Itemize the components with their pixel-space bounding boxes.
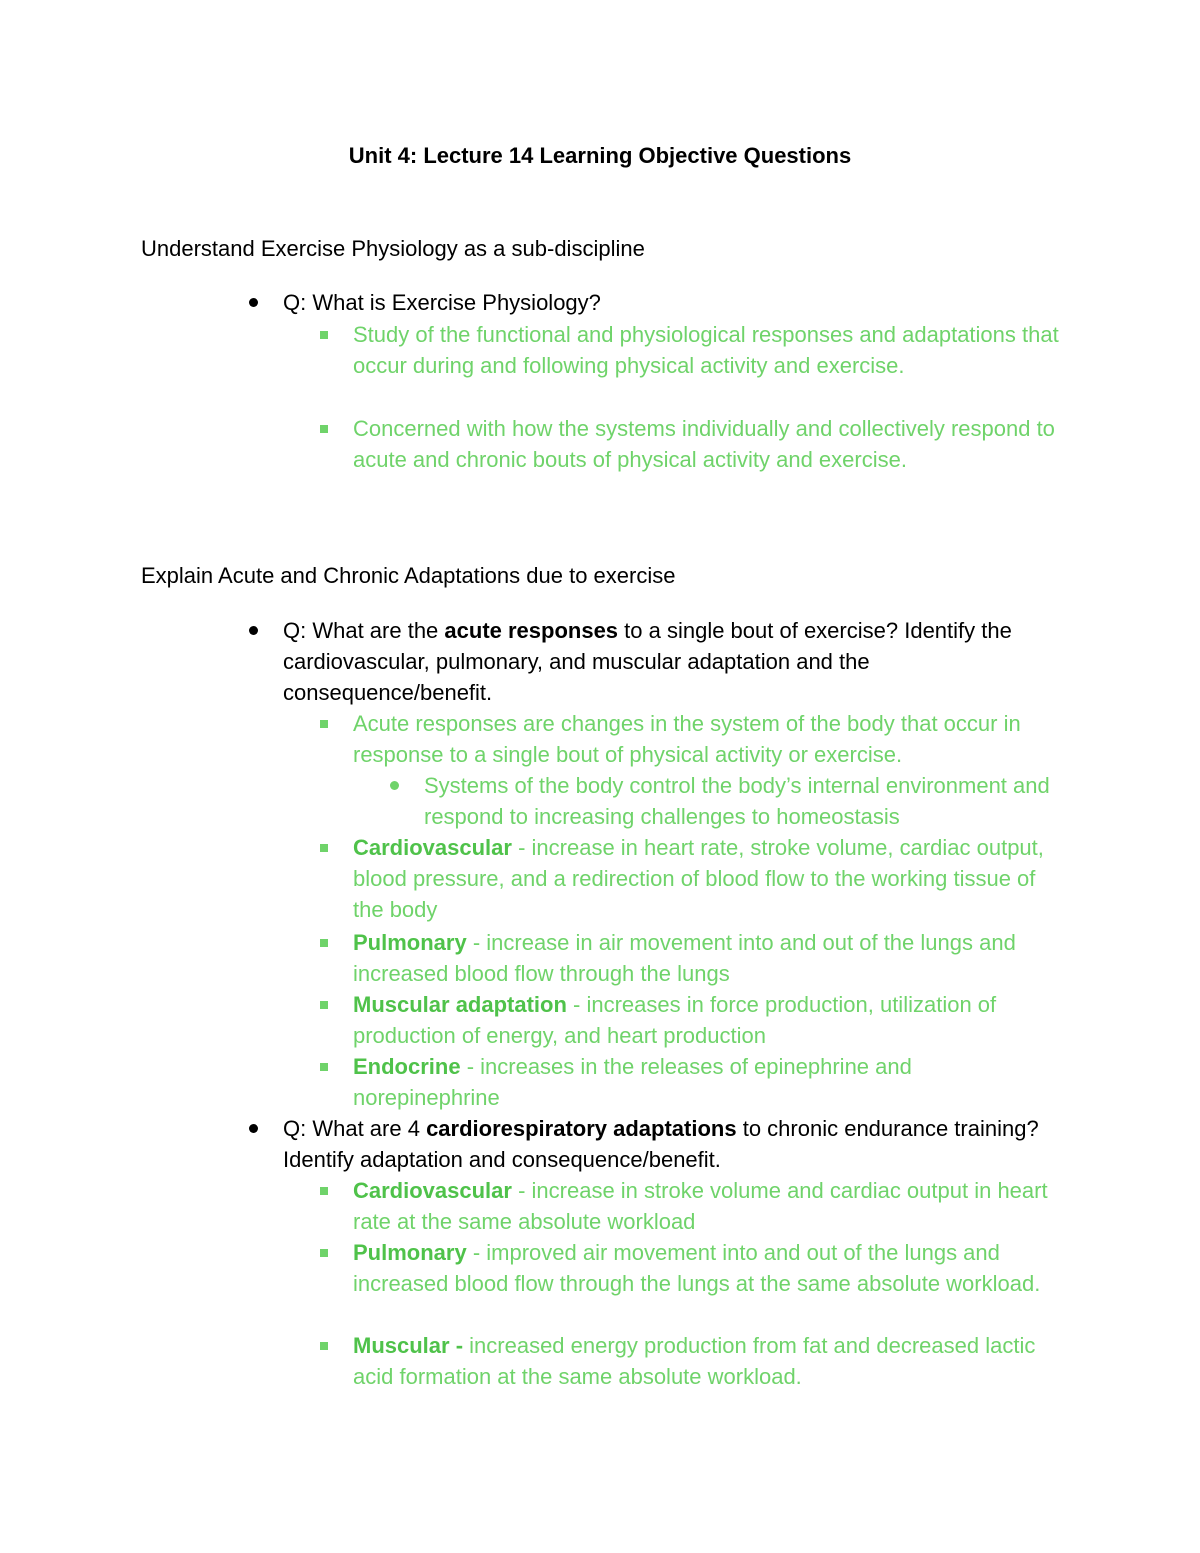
section-heading-1: Understand Exercise Physiology as a sub-discipline — [141, 236, 645, 261]
section-heading-2: Explain Acute and Chronic Adaptations due to exercise — [141, 563, 676, 588]
question-item — [283, 287, 1063, 318]
question-text-pre: Q: What are 4 — [283, 1116, 427, 1141]
bullet-dot-icon — [249, 298, 258, 307]
answer-item-muscular — [353, 1330, 1063, 1392]
answer-text: Acute responses are changes in the system of the body that occur in response to a single bout of physical activity or exercise. — [353, 711, 1021, 768]
answer-item-muscular — [353, 989, 1063, 1051]
question-item — [283, 615, 1063, 709]
question-text-post: to a single bout of exercise? Identify the cardiovascular, pulmonary, and muscular adaptation and the consequence/benefit. — [283, 618, 1012, 706]
document-title: Unit 4: Lecture 14 Learning Objective Questions — [348, 143, 852, 168]
answer-text: increased energy production from fat and decreased lactic acid formation at the same absolute workload. — [353, 1333, 1036, 1390]
bullet-dot-icon — [249, 626, 258, 635]
question-text-bold: cardiorespiratory adaptations — [426, 1116, 737, 1141]
answer-text: - increases in the releases of epinephrine and norepinephrine — [353, 1054, 912, 1111]
sub-answer-item — [424, 770, 1064, 832]
answer-term: Cardiovascular — [353, 835, 512, 860]
bullet-square-icon — [320, 939, 328, 947]
answer-item-cardiovascular — [353, 1175, 1063, 1237]
answer-text: - increase in air movement into and out of the lungs and increased blood flow through the lungs — [353, 930, 1016, 987]
answer-term: Pulmonary — [353, 1240, 467, 1265]
answer-text: Study of the functional and physiological responses and adaptations that occur during and following physical activity and exercise. — [353, 322, 1059, 379]
bullet-square-icon — [320, 1063, 328, 1071]
bullet-square-icon — [320, 1001, 328, 1009]
answer-item-pulmonary — [353, 927, 1063, 989]
answer-item-pulmonary — [353, 1237, 1063, 1299]
answer-item-endocrine — [353, 1051, 1063, 1113]
answer-item — [353, 319, 1063, 381]
answer-item-cardiovascular — [353, 832, 1063, 926]
answer-text: - increases in force production, utilization of production of energy, and heart production — [353, 992, 997, 1049]
bullet-square-icon — [320, 425, 328, 433]
answer-item — [353, 413, 1063, 475]
bullet-square-icon — [320, 720, 328, 728]
bullet-square-icon — [320, 844, 328, 852]
question-item — [283, 1113, 1063, 1175]
sub-answer-text: Systems of the body control the body’s internal environment and respond to increasing challenges to homeostasis — [424, 773, 1050, 830]
answer-item — [353, 708, 1063, 770]
answer-term: Cardiovascular — [353, 1178, 512, 1203]
question-text: Q: What is Exercise Physiology? — [283, 290, 601, 315]
bullet-square-icon — [320, 331, 328, 339]
answer-text: - increase in stroke volume and cardiac output in heart rate at the same absolute workload — [353, 1178, 1048, 1235]
answer-term: Endocrine — [353, 1054, 461, 1079]
answer-term: Muscular adaptation — [353, 992, 567, 1017]
bullet-square-icon — [320, 1249, 328, 1257]
question-text-pre: Q: What are the — [283, 618, 445, 643]
answer-text: Concerned with how the systems individually and collectively respond to acute and chronic bouts of physical activity and exercise. — [353, 416, 1055, 473]
bullet-dot-icon — [249, 1124, 258, 1133]
answer-term: Pulmonary — [353, 930, 467, 955]
bullet-square-icon — [320, 1187, 328, 1195]
answer-text: - increase in heart rate, stroke volume, cardiac output, blood pressure, and a redirection of blood flow to the working tissue of the body — [353, 835, 1044, 923]
bullet-square-icon — [320, 1342, 328, 1350]
question-text-post: to chronic endurance training? Identify adaptation and consequence/benefit. — [283, 1116, 1039, 1173]
answer-term: Muscular - — [353, 1333, 464, 1358]
question-text-bold: acute responses — [444, 618, 619, 643]
bullet-dot-icon — [390, 781, 399, 790]
answer-text: - improved air movement into and out of the lungs and increased blood flow through the lungs at the same absolute workload. — [353, 1240, 1041, 1297]
